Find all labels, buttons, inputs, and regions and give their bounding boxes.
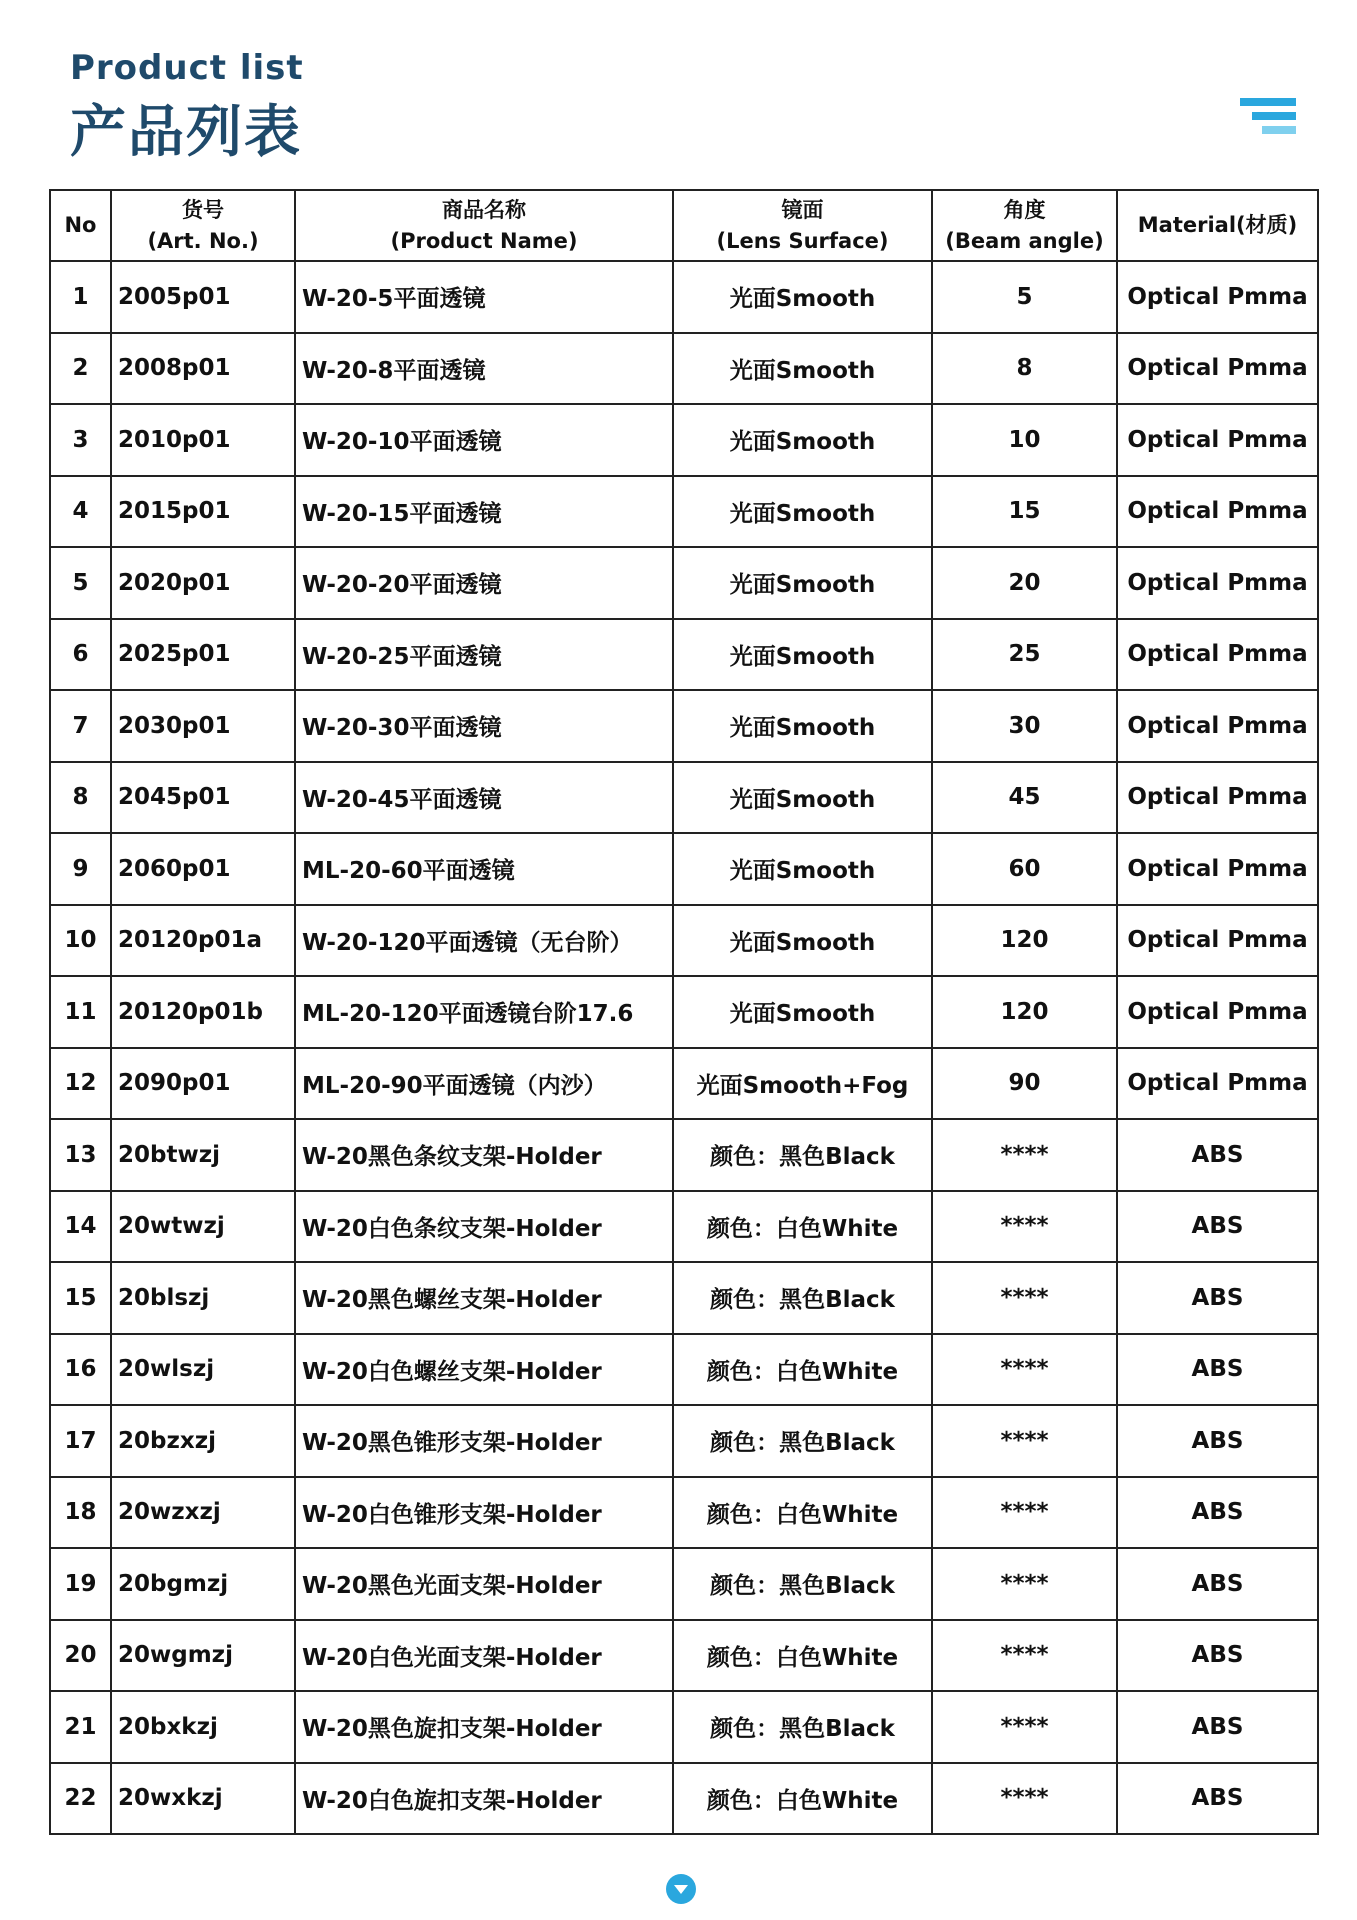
cell-no: 21 [50,1691,111,1763]
cell-no: 7 [50,690,111,762]
table-row [50,547,1318,619]
cell-product-name: ML-20-120平面透镜台阶17.6 [295,976,673,1048]
cell-beam-angle: 8 [932,333,1117,405]
cell-no: 18 [50,1477,111,1549]
table-row [50,1119,1318,1191]
header-no: No [50,190,111,261]
cell-beam-angle: **** [932,1548,1117,1620]
cell-no: 11 [50,976,111,1048]
cell-product-name: W-20黑色螺丝支架-Holder [295,1262,673,1334]
cell-lens-surface: 颜色：黑色Black [673,1548,932,1620]
cell-material: Optical Pmma [1117,404,1318,476]
cell-material: Optical Pmma [1117,261,1318,333]
cell-material: Optical Pmma [1117,547,1318,619]
cell-beam-angle: **** [932,1620,1117,1692]
table-row [50,762,1318,834]
cell-no: 14 [50,1191,111,1263]
cell-beam-angle: 45 [932,762,1117,834]
cell-art-no: 20120p01b [111,976,295,1048]
cell-beam-angle: **** [932,1691,1117,1763]
cell-material: Optical Pmma [1117,905,1318,977]
cell-beam-angle: 120 [932,905,1117,977]
cell-product-name: W-20黑色条纹支架-Holder [295,1119,673,1191]
cell-art-no: 2020p01 [111,547,295,619]
page-title-cn: 产品列表 [70,100,302,165]
cell-lens-surface: 光面Smooth [673,476,932,548]
cell-material: Optical Pmma [1117,1048,1318,1120]
cell-no: 15 [50,1262,111,1334]
cell-beam-angle: **** [932,1119,1117,1191]
cell-art-no: 20bgmzj [111,1548,295,1620]
cell-material: ABS [1117,1262,1318,1334]
table-row [50,1763,1318,1835]
chevron-down-circle-icon[interactable] [665,1873,697,1905]
cell-product-name: W-20白色光面支架-Holder [295,1620,673,1692]
cell-art-no: 20wzxzj [111,1477,295,1549]
cell-lens-surface: 光面Smooth [673,762,932,834]
cell-lens-surface: 光面Smooth [673,619,932,691]
cell-lens-surface: 颜色：黑色Black [673,1691,932,1763]
cell-beam-angle: 60 [932,833,1117,905]
cell-lens-surface: 颜色：白色White [673,1191,932,1263]
cell-lens-surface: 颜色：黑色Black [673,1119,932,1191]
cell-product-name: W-20黑色锥形支架-Holder [295,1405,673,1477]
table-row [50,476,1318,548]
cell-no: 3 [50,404,111,476]
cell-no: 22 [50,1763,111,1835]
cell-no: 16 [50,1334,111,1406]
cell-material: ABS [1117,1334,1318,1406]
cell-lens-surface: 颜色：黑色Black [673,1405,932,1477]
table-row [50,1191,1318,1263]
cell-product-name: W-20-25平面透镜 [295,619,673,691]
cell-art-no: 2015p01 [111,476,295,548]
cell-material: ABS [1117,1763,1318,1835]
table-row [50,261,1318,333]
cell-no: 20 [50,1620,111,1692]
cell-lens-surface: 光面Smooth [673,905,932,977]
cell-beam-angle: 10 [932,404,1117,476]
cell-lens-surface: 光面Smooth [673,404,932,476]
table-body [50,261,1318,1834]
cell-art-no: 20120p01a [111,905,295,977]
cell-lens-surface: 颜色：白色White [673,1477,932,1549]
table-header-row [50,190,1318,261]
cell-lens-surface: 颜色：白色White [673,1763,932,1835]
table-row [50,1620,1318,1692]
cell-no: 5 [50,547,111,619]
cell-product-name: W-20-8平面透镜 [295,333,673,405]
cell-art-no: 20wgmzj [111,1620,295,1692]
cell-material: Optical Pmma [1117,690,1318,762]
table-row [50,1048,1318,1120]
cell-material: Optical Pmma [1117,762,1318,834]
cell-product-name: W-20-120平面透镜（无台阶） [295,905,673,977]
cell-lens-surface: 光面Smooth [673,547,932,619]
table-row [50,690,1318,762]
cell-no: 13 [50,1119,111,1191]
cell-material: ABS [1117,1691,1318,1763]
cell-art-no: 2025p01 [111,619,295,691]
page-title-en: Product list [70,48,304,88]
cell-product-name: W-20-45平面透镜 [295,762,673,834]
cell-lens-surface: 光面Smooth [673,261,932,333]
cell-art-no: 20bzxzj [111,1405,295,1477]
cell-no: 10 [50,905,111,977]
table-row [50,905,1318,977]
cell-product-name: W-20白色锥形支架-Holder [295,1477,673,1549]
cell-no: 8 [50,762,111,834]
cell-beam-angle: 90 [932,1048,1117,1120]
cell-art-no: 20wxkzj [111,1763,295,1835]
cell-lens-surface: 光面Smooth [673,690,932,762]
cell-beam-angle: 25 [932,619,1117,691]
cell-art-no: 2010p01 [111,404,295,476]
cell-product-name: W-20-5平面透镜 [295,261,673,333]
cell-no: 4 [50,476,111,548]
cell-lens-surface: 颜色：白色White [673,1334,932,1406]
product-table [49,189,1319,1835]
cell-lens-surface: 颜色：白色White [673,1620,932,1692]
cell-art-no: 20btwzj [111,1119,295,1191]
cell-art-no: 2005p01 [111,261,295,333]
cell-material: Optical Pmma [1117,476,1318,548]
cell-lens-surface: 光面Smooth [673,833,932,905]
cell-material: Optical Pmma [1117,333,1318,405]
table-row [50,1334,1318,1406]
cell-product-name: W-20白色旋扣支架-Holder [295,1763,673,1835]
cell-art-no: 2008p01 [111,333,295,405]
cell-product-name: W-20-20平面透镜 [295,547,673,619]
cell-lens-surface: 光面Smooth [673,976,932,1048]
cell-material: Optical Pmma [1117,976,1318,1048]
table-row [50,1262,1318,1334]
table-row [50,1691,1318,1763]
cell-no: 2 [50,333,111,405]
cell-beam-angle: **** [932,1477,1117,1549]
cell-product-name: W-20黑色光面支架-Holder [295,1548,673,1620]
cell-art-no: 20wtwzj [111,1191,295,1263]
cell-material: ABS [1117,1620,1318,1692]
cell-material: Optical Pmma [1117,833,1318,905]
cell-product-name: W-20-15平面透镜 [295,476,673,548]
cell-beam-angle: 15 [932,476,1117,548]
cell-beam-angle: 5 [932,261,1117,333]
cell-art-no: 2030p01 [111,690,295,762]
table-row [50,1405,1318,1477]
table-row [50,619,1318,691]
cell-no: 17 [50,1405,111,1477]
cell-no: 1 [50,261,111,333]
cell-art-no: 20bxkzj [111,1691,295,1763]
cell-product-name: W-20黑色旋扣支架-Holder [295,1691,673,1763]
cell-art-no: 2045p01 [111,762,295,834]
cell-no: 9 [50,833,111,905]
cell-beam-angle: **** [932,1262,1117,1334]
cell-product-name: W-20白色螺丝支架-Holder [295,1334,673,1406]
cell-product-name: W-20-30平面透镜 [295,690,673,762]
cell-material: Optical Pmma [1117,619,1318,691]
cell-art-no: 20blszj [111,1262,295,1334]
cell-product-name: ML-20-60平面透镜 [295,833,673,905]
cell-material: ABS [1117,1191,1318,1263]
table-row [50,976,1318,1048]
cell-art-no: 2090p01 [111,1048,295,1120]
cell-no: 19 [50,1548,111,1620]
header-beam-angle: 角度 (Beam angle) [932,190,1117,261]
cell-lens-surface: 光面Smooth+Fog [673,1048,932,1120]
header-material: Material(材质) [1117,190,1318,261]
cell-beam-angle: **** [932,1763,1117,1835]
menu-lines-icon[interactable] [1240,98,1296,144]
cell-lens-surface: 颜色：黑色Black [673,1262,932,1334]
table-row [50,404,1318,476]
cell-beam-angle: 120 [932,976,1117,1048]
cell-art-no: 20wlszj [111,1334,295,1406]
cell-art-no: 2060p01 [111,833,295,905]
cell-product-name: ML-20-90平面透镜（内沙） [295,1048,673,1120]
header-product-name: 商品名称 (Product Name) [295,190,673,261]
cell-lens-surface: 光面Smooth [673,333,932,405]
cell-material: ABS [1117,1548,1318,1620]
cell-material: ABS [1117,1119,1318,1191]
cell-no: 12 [50,1048,111,1120]
header-lens-surface: 镜面 (Lens Surface) [673,190,932,261]
table-row [50,1548,1318,1620]
cell-beam-angle: 30 [932,690,1117,762]
cell-no: 6 [50,619,111,691]
cell-material: ABS [1117,1405,1318,1477]
table-row [50,1477,1318,1549]
header-art-no: 货号 (Art. No.) [111,190,295,261]
cell-beam-angle: **** [932,1191,1117,1263]
table-row [50,333,1318,405]
cell-beam-angle: 20 [932,547,1117,619]
cell-product-name: W-20-10平面透镜 [295,404,673,476]
cell-beam-angle: **** [932,1405,1117,1477]
cell-beam-angle: **** [932,1334,1117,1406]
cell-product-name: W-20白色条纹支架-Holder [295,1191,673,1263]
table-row [50,833,1318,905]
cell-material: ABS [1117,1477,1318,1549]
